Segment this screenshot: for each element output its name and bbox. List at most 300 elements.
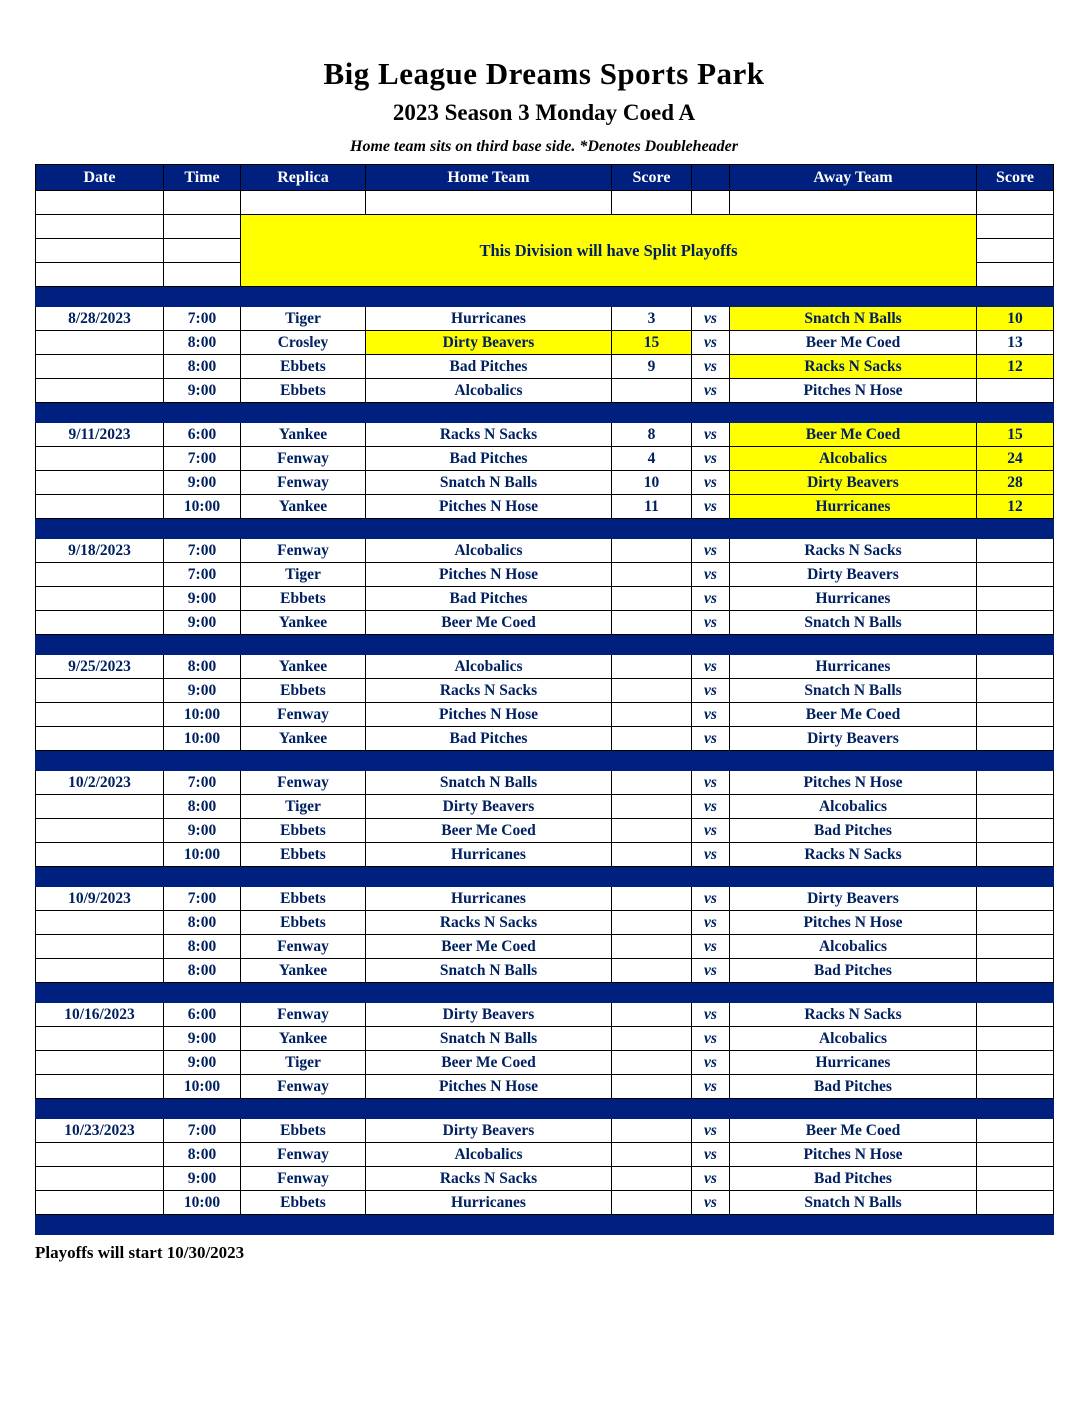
home-team-cell: Snatch N Balls: [366, 1027, 612, 1051]
replica-cell: Crosley: [241, 331, 366, 355]
home-team-cell: Dirty Beavers: [366, 795, 612, 819]
home-score-cell: 4: [612, 447, 692, 471]
separator-row: [36, 519, 1054, 539]
away-score-cell: 12: [977, 355, 1054, 379]
home-team-cell: Racks N Sacks: [366, 911, 612, 935]
footer-note: Playoffs will start 10/30/2023: [35, 1243, 245, 1262]
replica-cell: Fenway: [241, 1167, 366, 1191]
time-cell: 10:00: [164, 1075, 241, 1099]
time-cell: 8:00: [164, 1143, 241, 1167]
away-team-cell: Alcobalics: [730, 795, 977, 819]
vs-cell: vs: [692, 959, 730, 983]
home-team-cell: Snatch N Balls: [366, 471, 612, 495]
away-score-cell: [977, 843, 1054, 867]
vs-cell: vs: [692, 587, 730, 611]
game-row: [36, 655, 1054, 679]
away-team-cell: Dirty Beavers: [730, 471, 977, 495]
time-cell: 8:00: [164, 355, 241, 379]
home-team-cell: Racks N Sacks: [366, 679, 612, 703]
vs-cell: vs: [692, 423, 730, 447]
time-cell: 9:00: [164, 587, 241, 611]
home-score-cell: [612, 611, 692, 635]
home-score-cell: [612, 703, 692, 727]
replica-cell: Ebbets: [241, 887, 366, 911]
date-cell: [36, 379, 164, 403]
replica-cell: Ebbets: [241, 355, 366, 379]
division-banner: This Division will have Split Playoffs: [241, 215, 977, 287]
vs-cell: vs: [692, 563, 730, 587]
date-cell: [36, 1027, 164, 1051]
away-score-cell: [977, 795, 1054, 819]
away-team-cell: Alcobalics: [730, 935, 977, 959]
empty-cell: [36, 215, 164, 239]
separator-row: [36, 403, 1054, 423]
home-team-cell: Racks N Sacks: [366, 423, 612, 447]
home-team-cell: Dirty Beavers: [366, 331, 612, 355]
time-cell: 10:00: [164, 1191, 241, 1215]
home-team-cell: Hurricanes: [366, 843, 612, 867]
separator-bar: [36, 635, 1054, 655]
home-score-cell: [612, 1027, 692, 1051]
away-score-cell: [977, 887, 1054, 911]
away-score-cell: [977, 911, 1054, 935]
home-score-cell: [612, 563, 692, 587]
game-row: [36, 495, 1054, 519]
away-team-cell: Hurricanes: [730, 1051, 977, 1075]
separator-bar: [36, 751, 1054, 771]
date-cell: [36, 959, 164, 983]
away-team-cell: Beer Me Coed: [730, 331, 977, 355]
away-score-cell: 10: [977, 307, 1054, 331]
vs-cell: vs: [692, 911, 730, 935]
away-score-cell: [977, 379, 1054, 403]
away-team-cell: Racks N Sacks: [730, 539, 977, 563]
replica-cell: Yankee: [241, 495, 366, 519]
away-team-cell: Snatch N Balls: [730, 307, 977, 331]
replica-cell: Yankee: [241, 423, 366, 447]
home-score-cell: [612, 1051, 692, 1075]
date-cell: [36, 819, 164, 843]
away-score-cell: [977, 1191, 1054, 1215]
date-cell: [36, 495, 164, 519]
time-cell: 8:00: [164, 959, 241, 983]
time-cell: 8:00: [164, 911, 241, 935]
home-team-cell: Dirty Beavers: [366, 1003, 612, 1027]
vs-cell: vs: [692, 471, 730, 495]
home-score-cell: [612, 379, 692, 403]
replica-cell: Yankee: [241, 1027, 366, 1051]
empty-cell: [730, 191, 977, 215]
home-score-cell: 3: [612, 307, 692, 331]
home-team-cell: Pitches N Hose: [366, 1075, 612, 1099]
time-cell: 8:00: [164, 331, 241, 355]
game-row: [36, 1119, 1054, 1143]
away-team-cell: Bad Pitches: [730, 1075, 977, 1099]
time-cell: 10:00: [164, 495, 241, 519]
replica-cell: Yankee: [241, 959, 366, 983]
replica-cell: Ebbets: [241, 1119, 366, 1143]
empty-cell: [164, 263, 241, 287]
date-cell: [36, 1051, 164, 1075]
game-row: [36, 819, 1054, 843]
vs-cell: vs: [692, 1051, 730, 1075]
home-score-cell: 11: [612, 495, 692, 519]
time-cell: 7:00: [164, 887, 241, 911]
vs-cell: vs: [692, 355, 730, 379]
game-row: [36, 1075, 1054, 1099]
game-row: [36, 703, 1054, 727]
date-cell: [36, 331, 164, 355]
vs-cell: vs: [692, 539, 730, 563]
home-score-cell: [612, 795, 692, 819]
date-cell: [36, 1167, 164, 1191]
game-row: [36, 679, 1054, 703]
replica-cell: Tiger: [241, 563, 366, 587]
time-cell: 9:00: [164, 1051, 241, 1075]
vs-cell: vs: [692, 331, 730, 355]
vs-cell: vs: [692, 819, 730, 843]
vs-cell: vs: [692, 887, 730, 911]
home-score-cell: 9: [612, 355, 692, 379]
time-cell: 7:00: [164, 447, 241, 471]
away-score-cell: [977, 1119, 1054, 1143]
game-row: [36, 471, 1054, 495]
home-score-cell: [612, 1003, 692, 1027]
away-score-cell: [977, 819, 1054, 843]
vs-cell: vs: [692, 795, 730, 819]
home-score-cell: [612, 655, 692, 679]
away-score-cell: [977, 1003, 1054, 1027]
vs-cell: vs: [692, 655, 730, 679]
date-cell: 9/25/2023: [36, 655, 164, 679]
away-team-cell: Racks N Sacks: [730, 843, 977, 867]
date-cell: [36, 355, 164, 379]
date-cell: [36, 727, 164, 751]
home-team-cell: Pitches N Hose: [366, 495, 612, 519]
game-row: [36, 843, 1054, 867]
date-cell: [36, 563, 164, 587]
replica-cell: Yankee: [241, 655, 366, 679]
game-row: [36, 1051, 1054, 1075]
vs-cell: vs: [692, 771, 730, 795]
date-cell: 10/2/2023: [36, 771, 164, 795]
col-header-time: Time: [164, 165, 241, 191]
empty-cell: [241, 191, 366, 215]
replica-cell: Fenway: [241, 1003, 366, 1027]
game-row: [36, 563, 1054, 587]
home-score-cell: [612, 935, 692, 959]
date-cell: 10/9/2023: [36, 887, 164, 911]
time-cell: 6:00: [164, 423, 241, 447]
game-row: [36, 379, 1054, 403]
vs-cell: vs: [692, 935, 730, 959]
home-team-cell: Alcobalics: [366, 655, 612, 679]
date-cell: 10/16/2023: [36, 1003, 164, 1027]
time-cell: 10:00: [164, 843, 241, 867]
away-team-cell: Snatch N Balls: [730, 679, 977, 703]
replica-cell: Fenway: [241, 447, 366, 471]
separator-row: [36, 635, 1054, 655]
home-team-cell: Alcobalics: [366, 379, 612, 403]
game-row: [36, 771, 1054, 795]
replica-cell: Ebbets: [241, 1191, 366, 1215]
replica-cell: Fenway: [241, 539, 366, 563]
vs-cell: vs: [692, 703, 730, 727]
date-cell: [36, 843, 164, 867]
home-team-cell: Bad Pitches: [366, 587, 612, 611]
home-team-cell: Beer Me Coed: [366, 611, 612, 635]
col-header-away-score: Score: [977, 165, 1054, 191]
away-team-cell: Pitches N Hose: [730, 911, 977, 935]
away-team-cell: Snatch N Balls: [730, 1191, 977, 1215]
schedule-table: [35, 164, 1054, 1235]
away-team-cell: Pitches N Hose: [730, 771, 977, 795]
game-row: [36, 959, 1054, 983]
home-team-cell: Bad Pitches: [366, 727, 612, 751]
date-cell: [36, 795, 164, 819]
separator-row: [36, 1099, 1054, 1119]
replica-cell: Fenway: [241, 1075, 366, 1099]
col-header-vs: [692, 165, 730, 191]
away-team-cell: Dirty Beavers: [730, 887, 977, 911]
banner-row: [36, 215, 1054, 239]
time-cell: 9:00: [164, 471, 241, 495]
home-team-cell: Beer Me Coed: [366, 819, 612, 843]
empty-cell: [164, 191, 241, 215]
game-row: [36, 795, 1054, 819]
home-score-cell: [612, 1167, 692, 1191]
time-cell: 9:00: [164, 1027, 241, 1051]
game-row: [36, 911, 1054, 935]
empty-cell: [164, 239, 241, 263]
away-team-cell: Alcobalics: [730, 447, 977, 471]
replica-cell: Tiger: [241, 795, 366, 819]
home-team-cell: Beer Me Coed: [366, 1051, 612, 1075]
separator-row: [36, 867, 1054, 887]
home-score-cell: [612, 1191, 692, 1215]
time-cell: 9:00: [164, 379, 241, 403]
date-cell: [36, 911, 164, 935]
away-team-cell: Dirty Beavers: [730, 727, 977, 751]
home-score-cell: [612, 1075, 692, 1099]
vs-cell: vs: [692, 1167, 730, 1191]
game-row: [36, 331, 1054, 355]
away-team-cell: Hurricanes: [730, 495, 977, 519]
replica-cell: Yankee: [241, 727, 366, 751]
time-cell: 8:00: [164, 795, 241, 819]
away-score-cell: [977, 703, 1054, 727]
away-score-cell: 12: [977, 495, 1054, 519]
date-cell: [36, 611, 164, 635]
vs-cell: vs: [692, 379, 730, 403]
replica-cell: Fenway: [241, 471, 366, 495]
game-row: [36, 447, 1054, 471]
game-row: [36, 307, 1054, 331]
col-header-replica: Replica: [241, 165, 366, 191]
separator-row: [36, 751, 1054, 771]
time-cell: 9:00: [164, 679, 241, 703]
time-cell: 7:00: [164, 307, 241, 331]
time-cell: 8:00: [164, 935, 241, 959]
empty-cell: [692, 191, 730, 215]
time-cell: 9:00: [164, 611, 241, 635]
game-row: [36, 423, 1054, 447]
away-score-cell: 13: [977, 331, 1054, 355]
home-score-cell: [612, 587, 692, 611]
game-row: [36, 887, 1054, 911]
separator-bar: [36, 983, 1054, 1003]
away-team-cell: Racks N Sacks: [730, 1003, 977, 1027]
vs-cell: vs: [692, 1191, 730, 1215]
game-row: [36, 355, 1054, 379]
away-team-cell: Alcobalics: [730, 1027, 977, 1051]
date-cell: [36, 935, 164, 959]
time-cell: 7:00: [164, 771, 241, 795]
away-score-cell: 24: [977, 447, 1054, 471]
empty-cell: [36, 191, 164, 215]
separator-bar: [36, 867, 1054, 887]
home-team-cell: Hurricanes: [366, 307, 612, 331]
empty-cell: [977, 239, 1054, 263]
away-team-cell: Bad Pitches: [730, 819, 977, 843]
home-score-cell: [612, 911, 692, 935]
vs-cell: vs: [692, 1003, 730, 1027]
game-row: [36, 587, 1054, 611]
empty-cell: [977, 263, 1054, 287]
away-team-cell: Bad Pitches: [730, 959, 977, 983]
date-cell: [36, 1143, 164, 1167]
away-score-cell: [977, 727, 1054, 751]
date-cell: 10/23/2023: [36, 1119, 164, 1143]
home-score-cell: 10: [612, 471, 692, 495]
game-row: [36, 935, 1054, 959]
date-cell: [36, 703, 164, 727]
away-team-cell: Beer Me Coed: [730, 423, 977, 447]
home-score-cell: [612, 727, 692, 751]
empty-cell: [164, 215, 241, 239]
away-team-cell: Beer Me Coed: [730, 703, 977, 727]
spacer-row: [36, 191, 1054, 215]
home-score-cell: [612, 819, 692, 843]
home-score-cell: [612, 887, 692, 911]
vs-cell: vs: [692, 611, 730, 635]
vs-cell: vs: [692, 1143, 730, 1167]
date-cell: [36, 1191, 164, 1215]
time-cell: 10:00: [164, 703, 241, 727]
game-row: [36, 1191, 1054, 1215]
date-cell: [36, 1075, 164, 1099]
away-score-cell: [977, 935, 1054, 959]
time-cell: 10:00: [164, 727, 241, 751]
away-team-cell: Dirty Beavers: [730, 563, 977, 587]
home-team-cell: Dirty Beavers: [366, 1119, 612, 1143]
away-score-cell: [977, 1167, 1054, 1191]
away-team-cell: Snatch N Balls: [730, 611, 977, 635]
home-score-cell: [612, 1119, 692, 1143]
game-row: [36, 1167, 1054, 1191]
replica-cell: Fenway: [241, 1143, 366, 1167]
replica-cell: Ebbets: [241, 679, 366, 703]
away-score-cell: [977, 771, 1054, 795]
vs-cell: vs: [692, 1027, 730, 1051]
away-score-cell: [977, 655, 1054, 679]
home-score-cell: [612, 1143, 692, 1167]
empty-cell: [366, 191, 612, 215]
away-team-cell: Pitches N Hose: [730, 379, 977, 403]
col-header-home-score: Score: [612, 165, 692, 191]
empty-cell: [612, 191, 692, 215]
date-cell: 8/28/2023: [36, 307, 164, 331]
vs-cell: vs: [692, 1075, 730, 1099]
game-row: [36, 727, 1054, 751]
away-score-cell: [977, 1051, 1054, 1075]
game-row: [36, 1143, 1054, 1167]
home-team-cell: Alcobalics: [366, 539, 612, 563]
away-score-cell: [977, 611, 1054, 635]
home-score-cell: [612, 771, 692, 795]
away-score-cell: [977, 1027, 1054, 1051]
empty-cell: [977, 191, 1054, 215]
away-score-cell: [977, 563, 1054, 587]
away-score-cell: [977, 539, 1054, 563]
vs-cell: vs: [692, 727, 730, 751]
time-cell: 9:00: [164, 819, 241, 843]
replica-cell: Fenway: [241, 935, 366, 959]
col-header-away-team: Away Team: [730, 165, 977, 191]
page-title: Big League Dreams Sports Park: [323, 56, 765, 91]
away-team-cell: Pitches N Hose: [730, 1143, 977, 1167]
vs-cell: vs: [692, 447, 730, 471]
replica-cell: Ebbets: [241, 587, 366, 611]
away-team-cell: Bad Pitches: [730, 1167, 977, 1191]
home-score-cell: [612, 959, 692, 983]
separator-row: [36, 287, 1054, 307]
home-team-cell: Hurricanes: [366, 1191, 612, 1215]
home-team-cell: Snatch N Balls: [366, 771, 612, 795]
date-cell: [36, 587, 164, 611]
vs-cell: vs: [692, 1119, 730, 1143]
time-cell: 7:00: [164, 1119, 241, 1143]
page-subtitle: 2023 Season 3 Monday Coed A: [392, 100, 696, 125]
time-cell: 7:00: [164, 539, 241, 563]
header-row: [36, 165, 1054, 191]
home-team-cell: Bad Pitches: [366, 447, 612, 471]
separator-row: [36, 983, 1054, 1003]
away-team-cell: Hurricanes: [730, 587, 977, 611]
home-score-cell: 15: [612, 331, 692, 355]
time-cell: 6:00: [164, 1003, 241, 1027]
game-row: [36, 1027, 1054, 1051]
away-score-cell: [977, 1143, 1054, 1167]
separator-bar: [36, 519, 1054, 539]
replica-cell: Ebbets: [241, 843, 366, 867]
game-row: [36, 611, 1054, 635]
game-row: [36, 1003, 1054, 1027]
home-team-cell: Beer Me Coed: [366, 935, 612, 959]
replica-cell: Ebbets: [241, 379, 366, 403]
time-cell: 7:00: [164, 563, 241, 587]
home-team-cell: Racks N Sacks: [366, 1167, 612, 1191]
date-cell: 9/18/2023: [36, 539, 164, 563]
separator-bar: [36, 287, 1054, 307]
schedule-body: [36, 191, 1054, 1235]
away-team-cell: Beer Me Coed: [730, 1119, 977, 1143]
time-cell: 9:00: [164, 1167, 241, 1191]
home-score-cell: 8: [612, 423, 692, 447]
away-team-cell: Racks N Sacks: [730, 355, 977, 379]
separator-bar: [36, 1215, 1054, 1235]
empty-cell: [977, 215, 1054, 239]
